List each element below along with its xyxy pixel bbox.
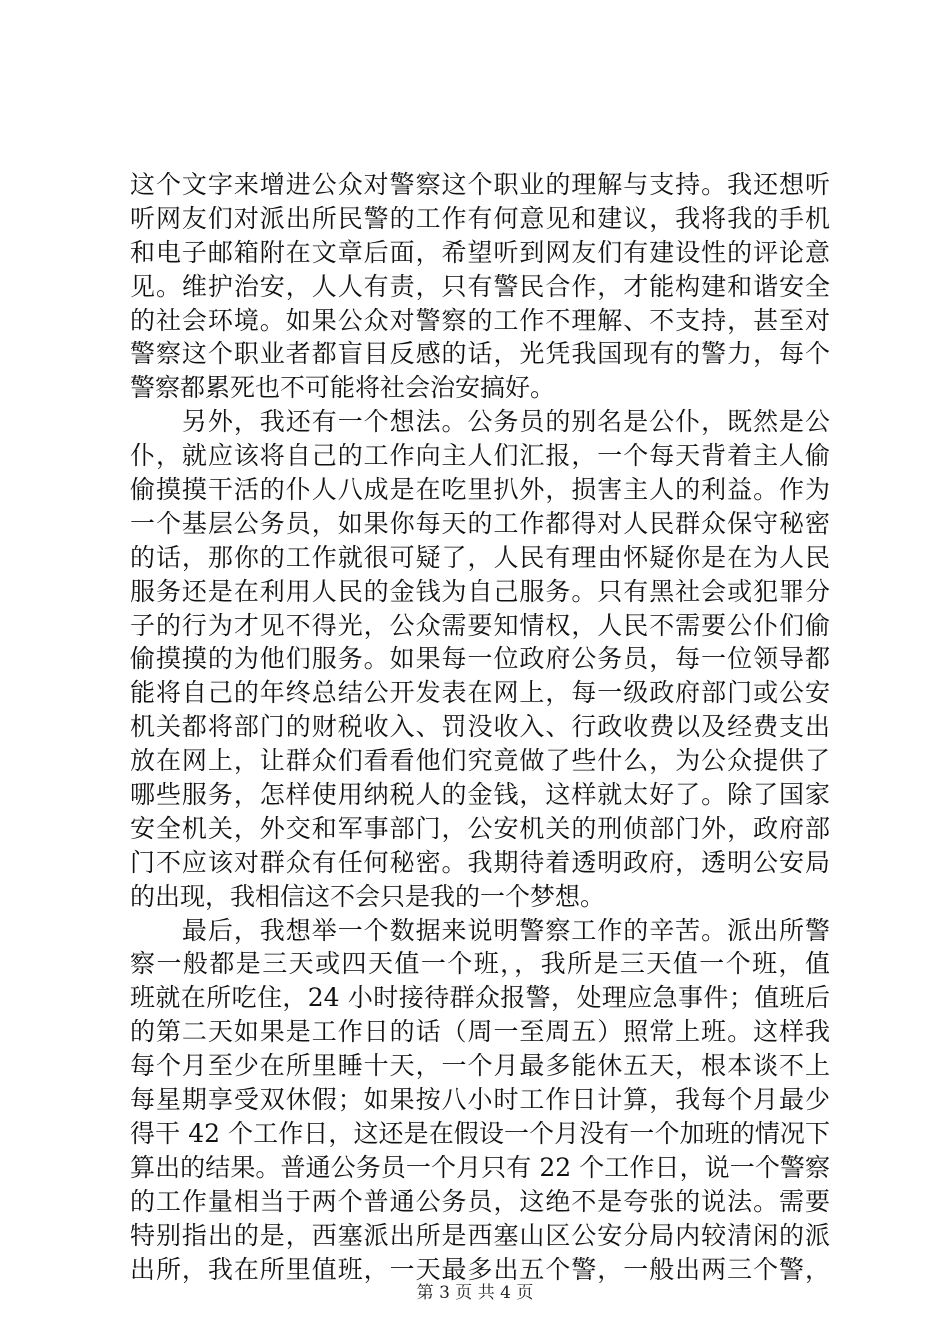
text-line: 的出现，我相信这不会只是我的一个梦想。 [130,881,606,911]
text-line: 偷摸摸的为他们服务。如果每一位政府公务员，每一位领导都 [130,644,830,674]
text-line: 的工作量相当于两个普通公务员，这绝不是夸张的说法。需要 [130,1186,830,1216]
text-line: 仆，就应该将自己的工作向主人们汇报，一个每天背着主人偷 [130,441,830,471]
text-line: 算出的结果。普通公务员一个月只有 22 个工作日，说一个警察 [130,1152,830,1182]
text-line: 和电子邮箱附在文章后面，希望听到网友们有建设性的评论意 [130,237,830,267]
document-body [130,168,830,1286]
paragraph-3 [130,914,830,1287]
text-line: 一个基层公务员，如果你每天的工作都得对人民群众保守秘密 [130,508,830,538]
text-line: 哪些服务，怎样使用纳税人的金钱，这样就太好了。除了国家 [130,780,830,810]
text-line: 特别指出的是，西塞派出所是西塞山区公安分局内较清闲的派 [130,1220,830,1250]
text-line: 的社会环境。如果公众对警察的工作不理解、不支持，甚至对 [130,305,830,335]
text-line: 出所，我在所里值班，一天最多出五个警，一般出两三个警， [130,1254,830,1284]
text-line: 服务还是在利用人民的金钱为自己服务。只有黑社会或犯罪分 [130,576,830,606]
page-number-footer: 第 3 页 共 4 页 [416,1283,534,1303]
text-line: 的第二天如果是工作日的话（周一至周五）照常上班。这样我 [130,1017,830,1047]
text-line: 放在网上，让群众们看看他们究竟做了些什么，为公众提供了 [130,746,830,776]
text-line: 每星期享受双休假；如果按八小时工作日计算，我每个月最少 [130,1085,830,1115]
text-line: 警察都累死也不可能将社会治安搞好。 [130,373,556,403]
text-line: 听网友们对派出所民警的工作有何意见和建议，我将我的手机 [130,203,830,233]
text-line: 得干 42 个工作日，这还是在假设一个月没有一个加班的情况下 [130,1118,830,1148]
text-line: 门不应该对群众有任何秘密。我期待着透明政府，透明公安局 [130,847,830,877]
text-line: 见。维护治安，人人有责，只有警民合作，才能构建和谐安全 [130,271,830,301]
paragraph-1 [130,168,830,405]
text-line: 班就在所吃住，24 小时接待群众报警，处理应急事件；值班后 [130,983,830,1013]
paragraph-2 [130,405,830,913]
text-line: 能将自己的年终总结公开发表在网上，每一级政府部门或公安 [130,678,830,708]
text-line: 偷摸摸干活的仆人八成是在吃里扒外，损害主人的利益。作为 [130,475,830,505]
text-line: 另外，我还有一个想法。公务员的别名是公仆，既然是公 [130,407,830,437]
text-line: 的话，那你的工作就很可疑了，人民有理由怀疑你是在为人民 [130,542,830,572]
text-line: 机关都将部门的财税收入、罚没收入、行政收费以及经费支出 [130,712,830,742]
text-line: 子的行为才见不得光，公众需要知情权，人民不需要公仆们偷 [130,610,830,640]
text-line: 警察这个职业者都盲目反感的话，光凭我国现有的警力，每个 [130,339,830,369]
text-line: 最后，我想举一个数据来说明警察工作的辛苦。派出所警 [130,915,830,945]
text-line: 察一般都是三天或四天值一个班，，我所是三天值一个班，值 [130,949,830,979]
text-line: 每个月至少在所里睡十天，一个月最多能休五天，根本谈不上 [130,1051,830,1081]
text-line: 这个文字来增进公众对警察这个职业的理解与支持。我还想听 [130,170,830,199]
text-line: 安全机关，外交和军事部门，公安机关的刑侦部门外，政府部 [130,813,830,843]
